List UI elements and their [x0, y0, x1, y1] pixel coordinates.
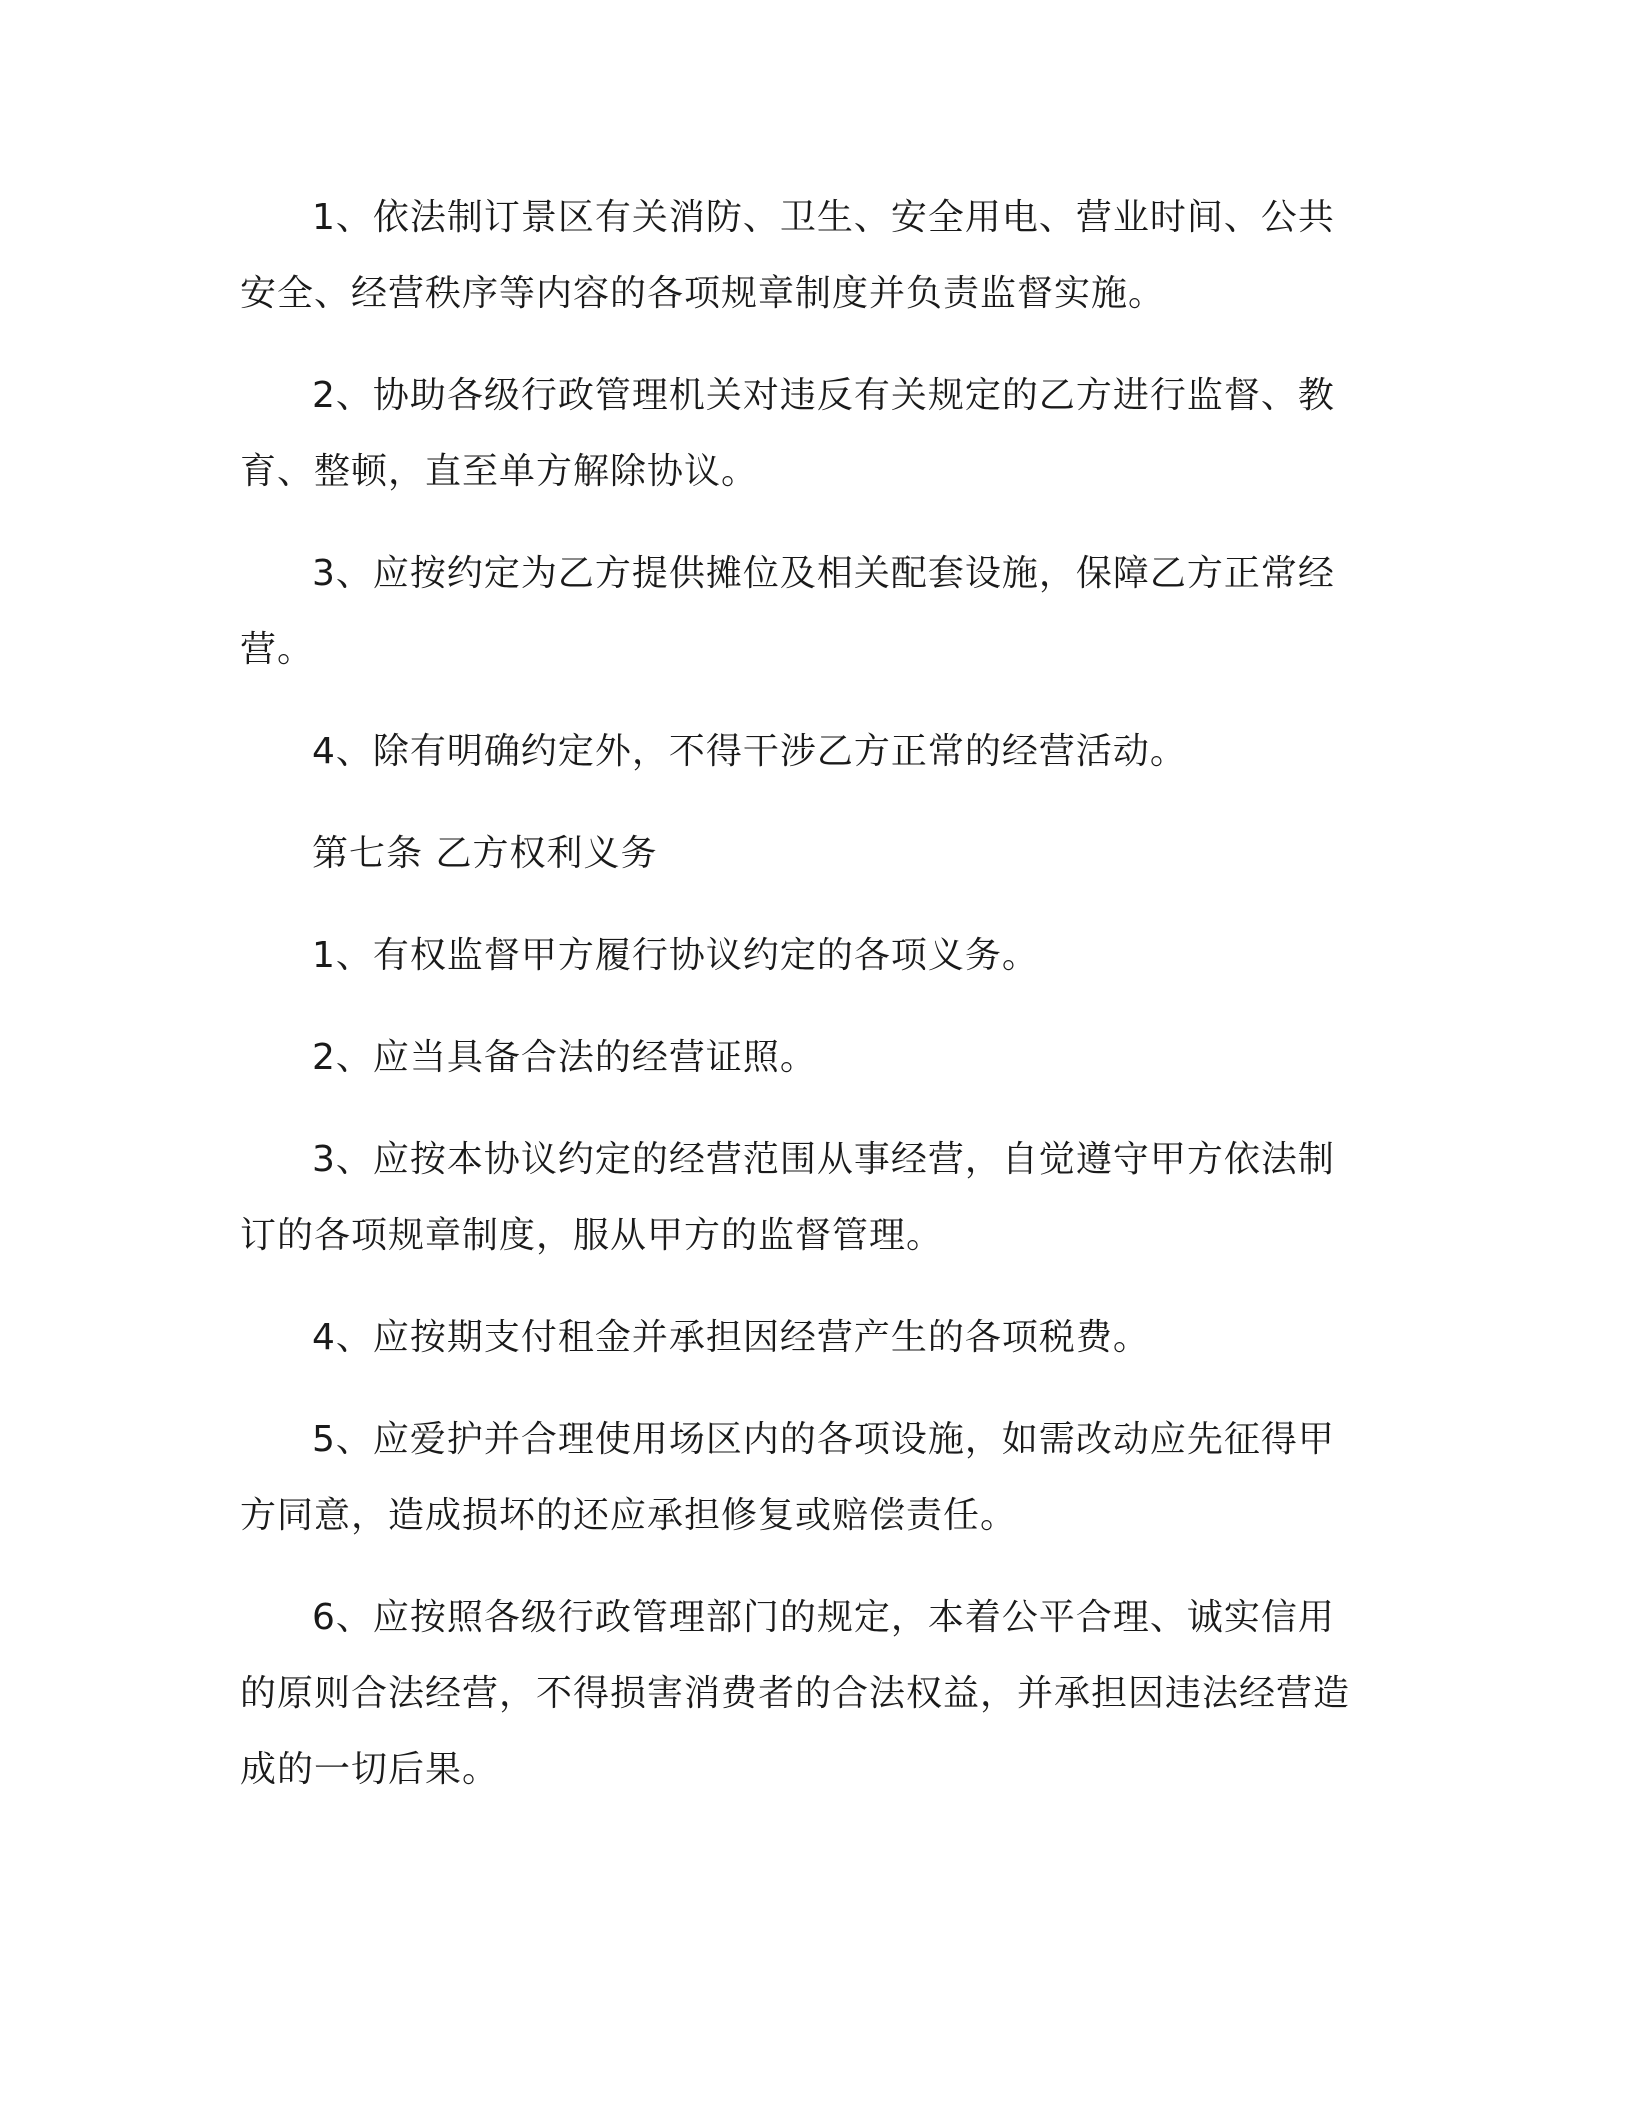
clause-paragraph: 3、应按本协议约定的经营范围从事经营，自觉遵守甲方依法制订的各项规章制度，服从甲方的监督管理。 [240, 1139, 1335, 1256]
document-body [240, 180, 1370, 1834]
clause-paragraph: 2、应当具备合法的经营证照。 [312, 1037, 817, 1078]
clause-paragraph: 1、依法制订景区有关消防、卫生、安全用电、营业时间、公共安全、经营秩序等内容的各项规章制度并负责监督实施。 [240, 197, 1335, 314]
clause-paragraph: 4、应按期支付租金并承担因经营产生的各项税费。 [312, 1317, 1150, 1358]
clause-paragraph: 3、应按约定为乙方提供摊位及相关配套设施，保障乙方正常经营。 [240, 553, 1335, 670]
clause-paragraph: 4、除有明确约定外，不得干涉乙方正常的经营活动。 [312, 731, 1187, 772]
section-heading: 第七条 乙方权利义务 [312, 833, 658, 874]
clause-paragraph: 2、协助各级行政管理机关对违反有关规定的乙方进行监督、教育、整顿，直至单方解除协议。 [240, 375, 1335, 492]
clause-paragraph: 6、应按照各级行政管理部门的规定，本着公平合理、诚实信用的原则合法经营，不得损害消费者的合法权益，并承担因违法经营造成的一切后果。 [240, 1597, 1351, 1790]
clause-paragraph: 1、有权监督甲方履行协议约定的各项义务。 [312, 935, 1039, 976]
clause-paragraph: 5、应爱护并合理使用场区内的各项设施，如需改动应先征得甲方同意，造成损坏的还应承担修复或赔偿责任。 [240, 1419, 1335, 1536]
